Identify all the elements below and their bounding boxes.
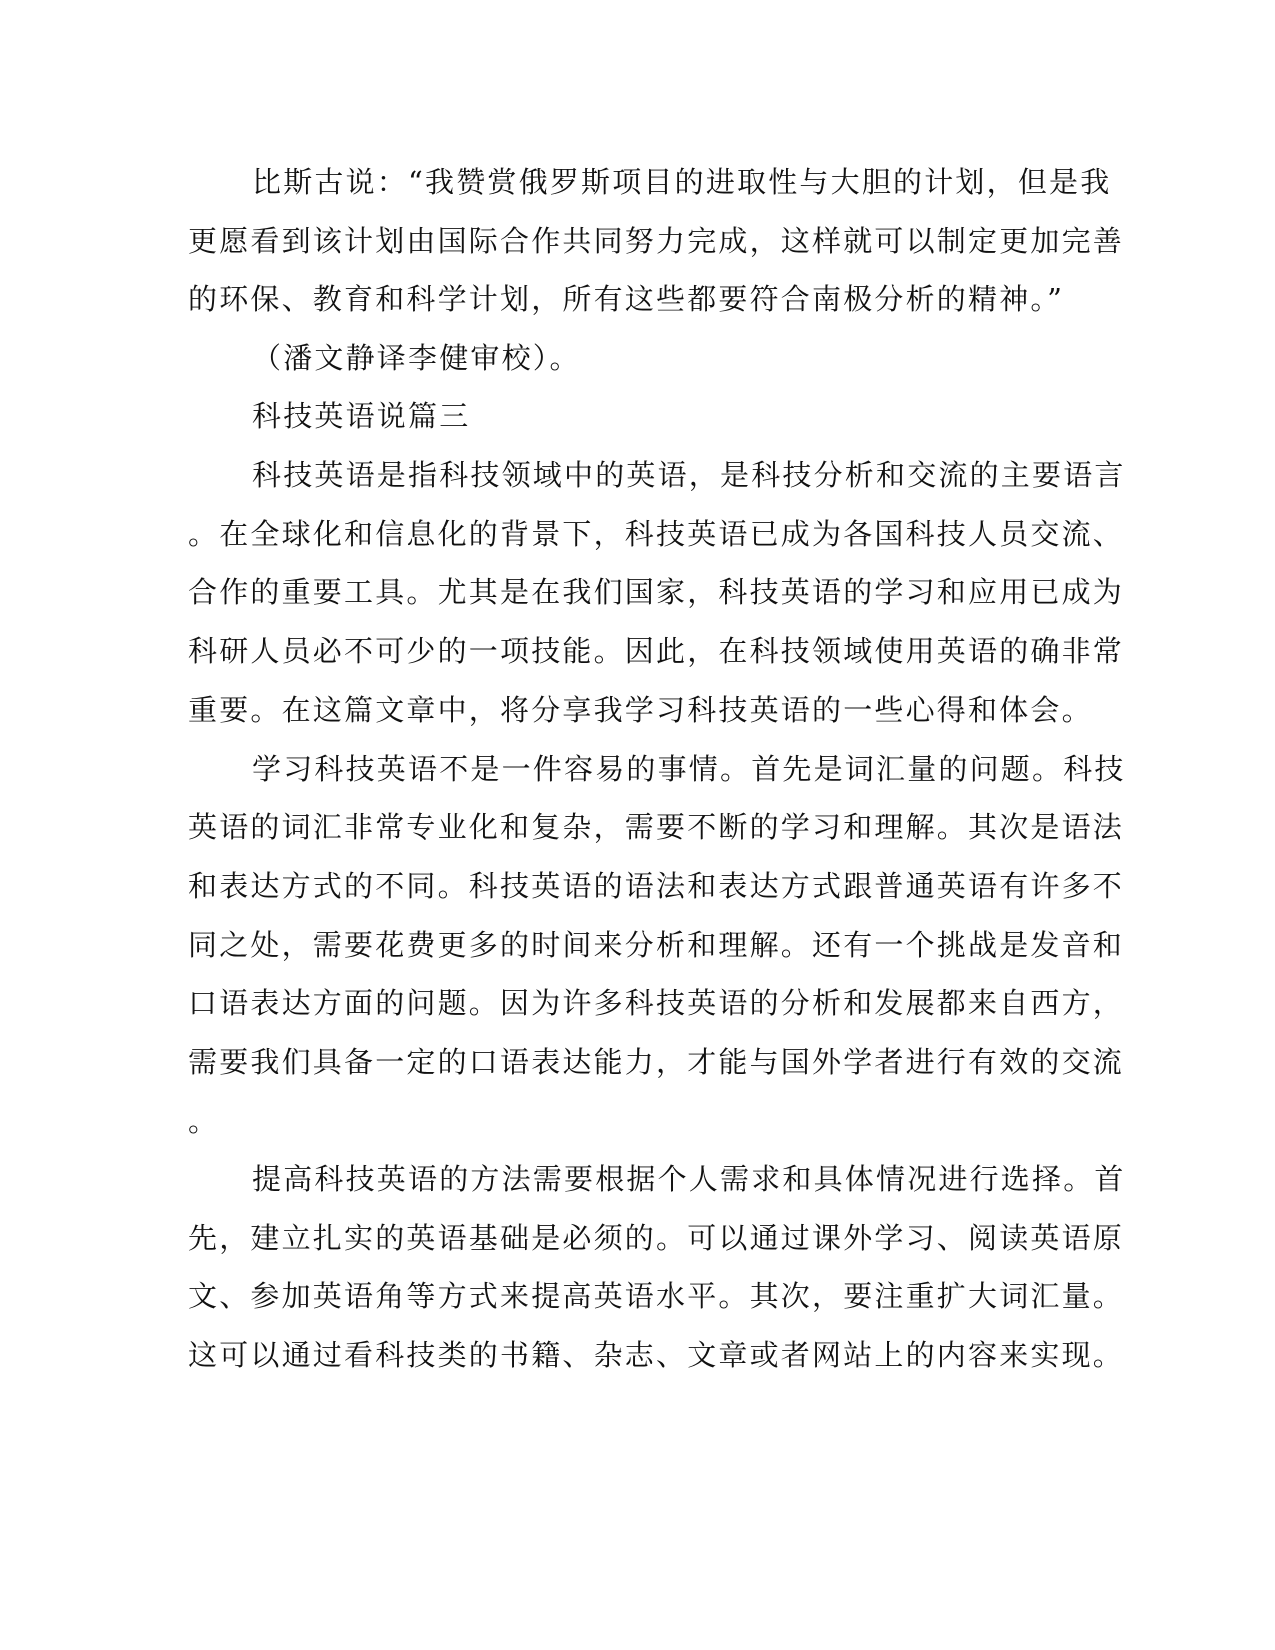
text-line: 需要我们具备一定的口语表达能力，才能与国外学者进行有效的交流: [188, 1045, 1125, 1079]
text-line: 口语表达方面的问题。因为许多科技英语的分析和发展都来自西方，: [188, 986, 1125, 1020]
text-line: 科技英语是指科技领域中的英语，是科技分析和交流的主要语言: [252, 458, 1126, 492]
text-line: 这可以通过看科技类的书籍、杂志、文章或者网站上的内容来实现。: [188, 1338, 1125, 1372]
text-line: 文、参加英语角等方式来提高英语水平。其次，要注重扩大词汇量。: [188, 1279, 1125, 1313]
text-line: 。: [188, 1104, 220, 1138]
text-line: 学习科技英语不是一件容易的事情。首先是词汇量的问题。科技: [252, 752, 1126, 786]
text-line: 和表达方式的不同。科技英语的语法和表达方式跟普通英语有许多不: [188, 869, 1125, 903]
text-line: 重要。在这篇文章中，将分享我学习科技英语的一些心得和体会。: [188, 693, 1093, 727]
text-line: 提高科技英语的方法需要根据个人需求和具体情况进行选择。首: [252, 1162, 1126, 1196]
text-line: 合作的重要工具。尤其是在我们国家，科技英语的学习和应用已成为: [188, 575, 1125, 609]
text-line: 同之处，需要花费更多的时间来分析和理解。还有一个挑战是发音和: [188, 928, 1125, 962]
text-line: 比斯古说：“我赞赏俄罗斯项目的进取性与大胆的计划，但是我: [252, 165, 1112, 199]
section-heading: 科技英语说篇三: [252, 399, 471, 433]
text-line: 。在全球化和信息化的背景下，科技英语已成为各国科技人员交流、: [188, 517, 1125, 551]
text-line: （潘文静译李健审校）。: [252, 341, 581, 375]
text-line: 科研人员必不可少的一项技能。因此，在科技领域使用英语的确非常: [188, 634, 1125, 668]
text-line: 的环保、教育和科学计划，所有这些都要符合南极分析的精神。”: [188, 282, 1065, 316]
text-line: 英语的词汇非常专业化和复杂，需要不断的学习和理解。其次是语法: [188, 810, 1125, 844]
text-line: 先，建立扎实的英语基础是必须的。可以通过课外学习、阅读英语原: [188, 1221, 1125, 1255]
text-line: 更愿看到该计划由国际合作共同努力完成，这样就可以制定更加完善: [188, 224, 1125, 258]
